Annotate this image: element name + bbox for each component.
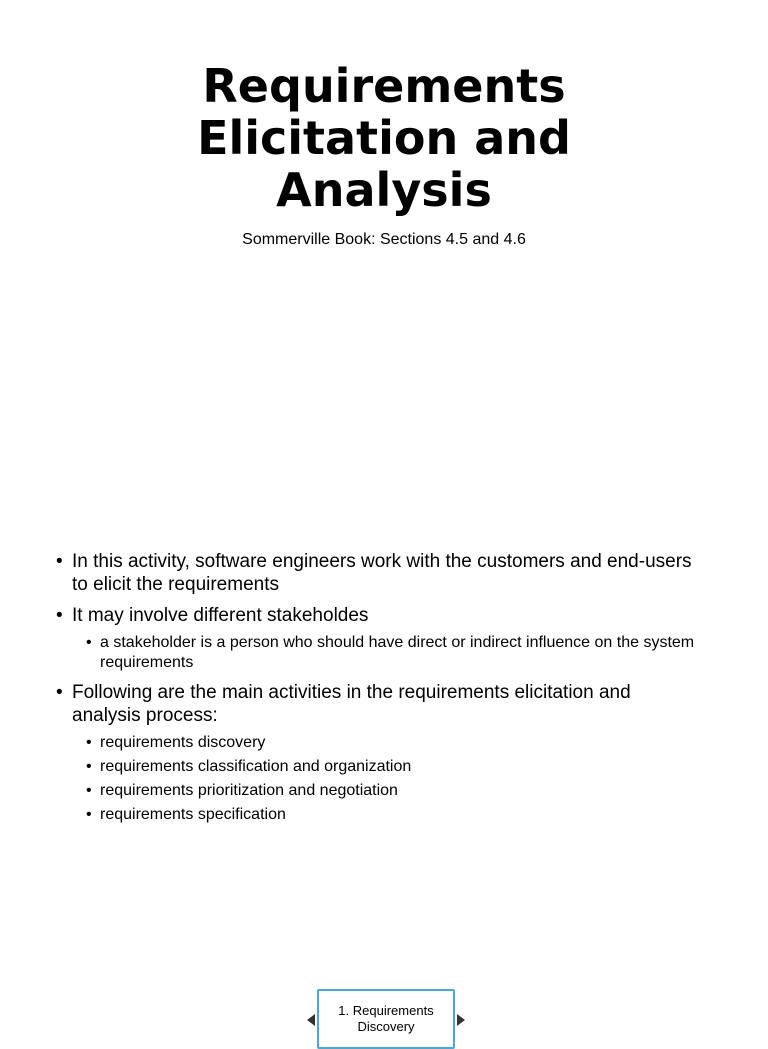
- bullet-text: Following are the main activities in the requirements elicitation and analysis process:: [72, 682, 631, 726]
- sub-bullet-list: [86, 733, 696, 825]
- sub-bullet-item: • requirements prioritization and negotiation: [86, 781, 696, 801]
- diagram-box-label-line-2: Discovery: [357, 1019, 415, 1034]
- bullet-text: It may involve different stakeholdes: [72, 605, 369, 626]
- sub-bullet-item: • requirements specification: [86, 805, 696, 825]
- bullet-text: In this activity, software engineers work with the customers and end-users to elicit the requirements: [72, 551, 692, 595]
- sub-bullet-item: • requirements discovery: [86, 733, 696, 753]
- subtitle: Sommerville Book: Sections 4.5 and 4.6: [242, 231, 526, 248]
- title-line-2: Elicitation and: [197, 111, 571, 165]
- sub-bullet-list: [86, 633, 696, 673]
- bullet-item: [56, 550, 696, 596]
- sub-bullet-item: • requirements classification and organization: [86, 757, 696, 777]
- bullet-item: [56, 681, 696, 825]
- diagram-box-requirements-discovery: [317, 989, 455, 1049]
- sub-bullet-item: • a stakeholder is a person who should have direct or indirect influence on the system requirements: [86, 633, 696, 673]
- cycle-arrow-left-icon: [307, 1014, 315, 1026]
- diagram-box-label-line-1: 1. Requirements: [338, 1003, 434, 1018]
- bullet-list: [56, 550, 696, 833]
- page-title: [0, 60, 768, 216]
- bullet-item: [56, 604, 696, 673]
- cycle-arrow-right-icon: [457, 1014, 465, 1026]
- title-line-3: Analysis: [276, 163, 492, 217]
- title-line-1: Requirements: [202, 59, 566, 113]
